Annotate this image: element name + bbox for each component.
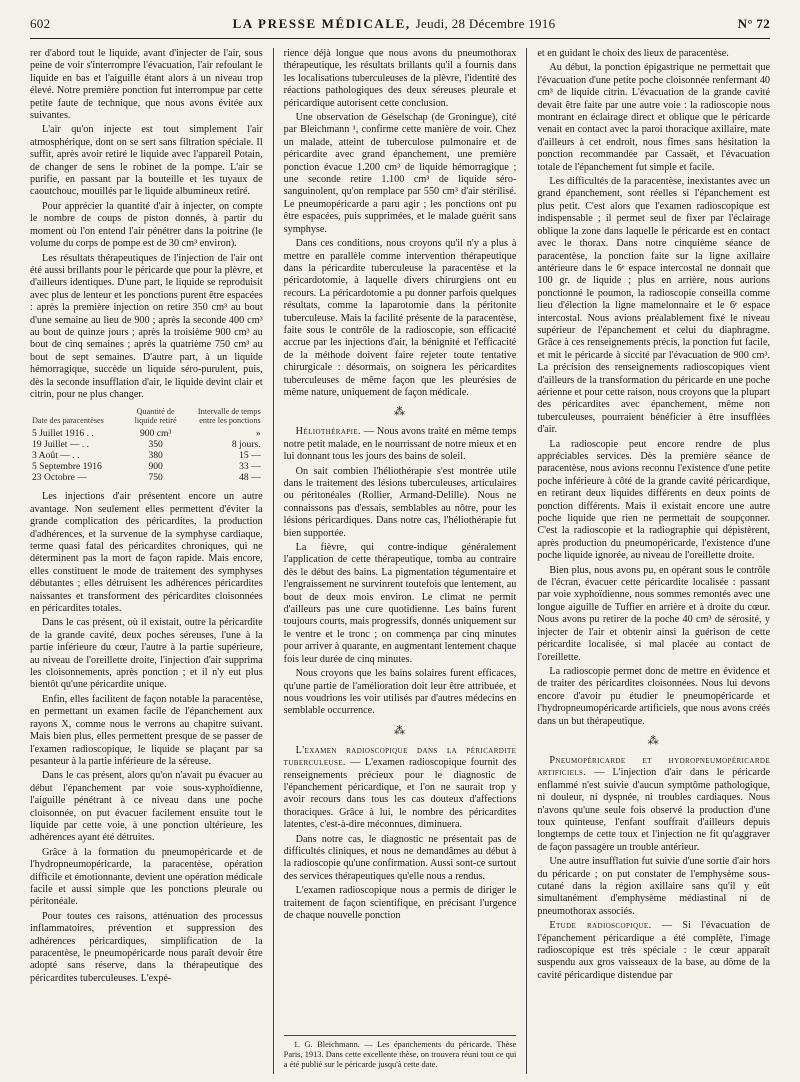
paragraph-text: — L'injection d'air dans le péricarde enflammé n'est suivie d'aucun symptôme pathologique, ni douleur, ni dyspnée, ni troubles cardiaques. Nous n'avons qu'une seule fois observé la production d'une toux quinteuse, l'enfant souffrait d'ailleurs depuis longtemps de cette toux et l'injection ne fit qu'aggraver de façon passagère un trouble antérieur. <box>537 767 771 853</box>
table-cell: 23 Octobre — <box>32 472 87 484</box>
issue-number: N° 72 <box>737 16 770 31</box>
section-separator: ⁂ <box>394 724 406 737</box>
journal-title <box>233 16 556 32</box>
paragraph: Nous croyons que les bains solaires furent efficaces, qu'une partie de l'amélioration doit leur être attribuée, et nous voudrions les voir utilisés par d'autres médecins en semblable occurrence. <box>283 668 517 717</box>
section-title: Etude radioscopique. <box>549 920 652 932</box>
section-separator: ⁂ <box>394 406 406 419</box>
page-number: 602 <box>30 16 51 31</box>
table-header-row <box>30 407 263 428</box>
table-cell: 5 Juillet 1916 . . <box>32 428 94 440</box>
section-radioscopy <box>284 745 517 832</box>
table-cell: 48 — <box>239 472 261 484</box>
paragraph: Les résultats thérapeutiques de l'injection de l'air ont été aussi brillants pour le péricarde que pour la plèvre, et d'ailleurs identiques. D'une part, le liquide se reproduisit avec plus de lenteur et les ponctions purent être espacées : après la première injection on retire 350 cm³ au bout d'une semaine au lieu de 900 ; après la seconde 400 cm³ au bout de quinze jours ; après la troisième 900 cm³ au bout de cinq semaines ; après la quatrième 750 cm³ au bout de sept semaines. D'autre part, à un liquide hémorragique, succède un liquide séro-purulent, puis, dès la seconde insufflation d'air, le liquide devint clair et citrin, pour ne plus changer. <box>30 252 263 400</box>
table-cell: 8 jours. <box>231 439 261 451</box>
table-header: Quantité de liquide retiré <box>134 407 177 426</box>
table-cell: 900 cm³ <box>139 428 172 440</box>
table-cell: 750 <box>148 472 163 484</box>
paragraph: Dans notre cas, le diagnostic ne présentait pas de difficultés cliniques, et nous ne demandâmes au début à la radioscopie qu'une confirmation. Aussi sont-ce surtout des services thérapeutiques qu'elle nous a rendus. <box>283 833 517 882</box>
paragraph: La radioscopie peut encore rendre de plus appréciables services. Dès la première séance de paracentèse, nous avions reconnu l'existence d'une petite poche inférieure à côté de la grande cavité péricardique, en retirant deux liquides différents en deux points de ponction différents. Mais il existait encore une autre poche liquide que rien ne permettait de soupçonner. C'est la radioscopie et la radiographie qui dépistèrent, après production du pneumopéricarde, l'existence d'une poche liquide ignorée, au niveau de l'oreillette droite. <box>537 438 771 562</box>
column-2 <box>273 48 517 1074</box>
paragraph: Dans le cas présent, où il existait, outre la péricardite de la grande cavité, deux poches séreuses, l'une à la partie inférieure du cœur, l'autre à la partie supérieure, au niveau de l'oreillette droite, l'injection d'air supprima les cloisonnements, après ponction ; et il n'y eut plus bientôt qu'une péricardite unique. <box>30 617 263 691</box>
paragraph: La radioscopie permet donc de mettre en évidence et de traiter des péricardites cloisonnées. Nous lui devons encore d'avoir pu étudier le pneumopéricarde et l'hydropneumopéricarde artificiels, que nous avons créés dans un but thérapeutique. <box>537 665 771 727</box>
paragraph: Les difficultés de la paracentèse, inexistantes avec un grand épanchement, sont réelles si l'épanchement est plus petit. C'est alors que l'examen radioscopique est indispensable ; il permet seul de fixer par l'éclairage oblique la zone dans laquelle le péricarde est en contact avec le thorax. Dans notre cinquième séance de paracentèse, la ponction faite sur la ligne axillaire antérieure dans le 6ᵉ espace intercostal ne donnait que 100 gr. de liquide ; plus en arrière, nous aurions ponctionné le poumon, la radioscopie conseilla comme lieu d'élection la ligne mamelonnaire et le 6ᵉ espace intercostal. Nous avions préalablement fixé le niveau supérieur de l'épanchement et celui du diaphragme. Grâce à ces renseignements précis, la ponction fut facile, et mit le péricarde à siccité par l'évacuation de 900 cm³. La précision des renseignements radioscopiques vient d'ailleurs de la transformation du péricarde en une poche aérienne et pour cette raison, nous croyons que la plupart des péricardites avec épanchement, même non tuberculeuses, pourraient bénéficier à être insufflées d'air. <box>537 176 771 436</box>
paragraph: Bien plus, nous avons pu, en opérant sous le contrôle de l'écran, évacuer cette péricardite localisée : passant par voie xyphoïdienne, nous sommes remontés avec une longue aiguille de Tuffier en arrière et à droite du cœur. Nous avons pu retirer de la poche 40 cm³ de sérosité, y injecter de l'air et obtenir ainsi la guérison de cette péricardite localisée, si mal placée au contact de l'oreillette. <box>537 564 771 663</box>
paragraph: Les injections d'air présentent encore un autre avantage. Non seulement elles permettent d'éviter la grande complication des péricardites, la production d'adhérences, et la survenue de la symphyse cardiaque, terme quasi fatal des péricardites chroniques, qui ne déterminent pas la mort de façon rapide. Mais encore, elles constituent le mode de traitement des symphyses débutantes ; elles détruisent les adhérences péricardites naissantes et transforment des péricardites cloisonnées en péricardites totales. <box>30 491 263 615</box>
paragraph-text: — Nous avons traité en même temps notre petit malade, en le nourrissant de notre mieux et en lui donnant tous les jours des bains de soleil. <box>283 426 517 463</box>
section-title: Héliothérapie. <box>295 426 361 438</box>
paragraph: Au début, la ponction épigastrique ne permettait que l'évacuation d'une petite poche cloisonnée renfermant 40 cm³ de liquide citrin. L'évacuation de la grande cavité devait être faite par une autre voie : la radioscopie nous montrant en éclairage direct et oblique que le péricarde venait en contact avec la paroi thoracique axillaire, mate d'ailleurs à cet endroit, nous fîmes sans hésitation la ponction recommandée par Cassaët, et l'évacuation totale de l'épanchement fut simple et facile. <box>537 62 771 173</box>
section-etude <box>537 920 770 982</box>
paragraph: Une observation de Géselschap (de Groningue), cité par Bleichmann ¹, confirme cette manière de voir. Chez un malade, atteint de tuberculose pulmonaire et de péricardite avec grand épanchement, une première ponction évacue 1.200 cm³ de liquide hémorragique ; une seconde retire 1.100 cm³ de liquide séro-sanguinolent, qu'on remplace par 550 cm³ d'air stérilisé. Le pneumopéricarde a paru agir ; les ponctions ont pu être espacées, puis supprimées, et le malade guérit sans symphyse. <box>283 112 517 235</box>
section-heliotherapy <box>284 426 517 463</box>
table-header: Date des paracentèses <box>32 416 104 426</box>
paragraph-text: — Si l'évacuation de l'épanchement péricardique a été complète, l'image radioscopique est très spéciale : le cœur apparaît suspendu aux gros vaisseaux de la base, au dôme de la cavité péricardique distendue par <box>537 920 771 981</box>
table-cell: 19 Juillet — . . <box>32 439 90 451</box>
table-row <box>30 428 263 439</box>
column-1 <box>30 48 263 1074</box>
paragraph: La fièvre, qui contre-indique généralement l'application de cette thérapeutique, tomba au contraire dès le début des bains. La pigmentation tégumentaire et l'engraissement ne survinrent toutefois que lentement, au bout de deux mois environ. Le climat ne permit d'ailleurs pas une cure quotidienne. Les bains furent toujours courts, mais progressifs, donnés uniquement sur le ventre et le tronc ; on commença par cinq minutes pour arriver à quarante, en augmentant lentement chaque fois leur durée de cinq minutes. <box>283 542 517 665</box>
table-row <box>30 472 263 483</box>
section-separator: ⁂ <box>647 734 660 747</box>
table-cell: 3 Août — . . <box>32 450 80 462</box>
paracentesis-table <box>30 407 263 483</box>
table-header: Intervalle de temps entre les ponctions <box>197 407 261 426</box>
journal-name: LA PRESSE MÉDICALE, <box>232 16 411 31</box>
paragraph: Enfin, elles facilitent de façon notable la paracentèse, en permettant un examen facile de l'épanchement aux rayons X, comme nous le verrons au chapitre suivant. Mais bien plus, elles permettent presque de se passer de l'examen radioscopique, le liquide se plaçant par sa pesanteur à la partie inférieure de la séreuse. <box>30 693 263 767</box>
article-columns <box>30 48 770 1074</box>
table-cell: 5 Septembre 1916 <box>32 461 102 473</box>
paragraph: Dans le cas présent, alors qu'on n'avait pu évacuer au début l'épanchement par voie sous-xyphoïdienne, l'aiguille pénétrant à ce niveau dans une poche cloisonnée, on put évacuer facilement ensuite tout le liquide par cette voie, à une ponction ultérieure, les adhérences ayant été détruites. <box>30 770 263 844</box>
paragraph: Pour apprécier la quantité d'air à injecter, on compte le nombre de coups de piston donnés, à partir du moment où l'on entend l'air pénétrer dans la poitrine (le volume du corps de pompe est de 30 cm³ environ). <box>30 200 263 250</box>
paragraph: On sait combien l'héliothérapie s'est montrée utile dans le traitement des lésions tuberculeuses, articulaires ou péritonéales (Rollier, Armand-Delille). Nous ne connaissons pas d'essais, semblables au nôtre, pour les lésions péricardiques. Dans notre cas, l'héliothérapie fut bien supportée. <box>283 465 517 539</box>
table-cell: 900 <box>148 461 163 473</box>
paragraph-text: — L'examen radioscopique fournit des renseignements précieux pour le diagnostic de l'épanchement péricardique, et l'on ne saurait trop y avoir recours dans tous les cas douteux d'affections thoraciques. Grâce à lui, le nombre des péricardites latentes, c'est-à-dire méconnues, diminuera. <box>283 757 517 831</box>
section-title: Pneumopéricarde et hydropneumopéricarde artificiels. <box>537 754 771 779</box>
paragraph: Pour toutes ces raisons, atténuation des processus inflammatoires, prévention et suppression des adhérences péricardiques, simplification de la paracentèse, le pneumopéricarde nous paraît devoir être adopté sans réserve, dans la thérapeutique des péricardites tuberculeuses. L'expé- <box>30 910 263 984</box>
paragraph: rience déjà longue que nous avons du pneumothorax thérapeutique, les résultats brillants qu'il a fournis dans les localisations tuberculeuses de la plèvre, l'identité des réactions pathologiques des deux séreuses pleurale et péricardique autorisent cette conclusion. <box>283 48 517 109</box>
table-row <box>30 461 263 472</box>
paragraph: rer d'abord tout le liquide, avant d'injecter de l'air, sous peine de voir s'interrompre l'évacuation, l'air refoulant le liquide en bas et l'aiguille étant alors à un niveau trop élevé. Notre première ponction fut interrompue par cette petite faute de technique, que nous avons évitée aux suivantes. <box>30 48 263 122</box>
section-title: L'examen radioscopique dans la péricardite tuberculeuse. <box>283 744 517 769</box>
paragraph: L'air qu'on injecte est tout simplement l'air atmosphérique, dont on se sert sans filtration spéciale. Il suffit, après avoir retiré le liquide avec l'appareil Potain, de changer de sens le robinet de la pompe. L'air se purifie, en passant par la bouteille et les tuyaux de caoutchouc, mouillés par le liquide albumineux retiré. <box>30 124 263 198</box>
paragraph: et en guidant le choix des lieux de paracentèse. <box>537 48 729 59</box>
paragraph: Grâce à la formation du pneumopéricarde et de l'hydropneumopéricarde, la paracentèse, opération difficile et émotionnante, devient une opération médicale facile et aussi simple que les ponctions pleurale ou péritonéale. <box>30 846 263 908</box>
table-row <box>30 439 263 450</box>
paragraph: L'examen radioscopique nous a permis de diriger le traitement de façon scientifique, en précisant l'urgence de chaque nouvelle ponction <box>283 885 517 921</box>
issue-date: Jeudi, 28 Décembre 1916 <box>415 16 556 31</box>
footnote: 1. G. Bleichmann. — Les épanchements du péricarde. Thèse Paris, 1913. Dans cette excellente thèse, on trouvera réuni tout ce qui a été publié sur le péricarde jusqu'à cette date. <box>284 1035 517 1070</box>
table-cell: » <box>255 428 261 440</box>
paragraph: Une autre insufflation fut suivie d'une sortie d'air hors du péricarde ; on put constater de l'emphysème sous-cutané dans la région axillaire sans qu'il y eût simultanément d'emphysème médiastinal ni de pneumothorax associés. <box>537 856 771 917</box>
section-pneumopericarde <box>537 755 770 854</box>
table-row <box>30 450 263 461</box>
table-cell: 350 <box>148 439 163 451</box>
page-header <box>30 16 770 39</box>
table-cell: 380 <box>148 450 163 462</box>
table-cell: 33 — <box>239 461 261 473</box>
column-3 <box>526 48 770 1074</box>
paragraph: Dans ces conditions, nous croyons qu'il n'y a plus à mettre en parallèle comme intervention thérapeutique dans la péricardite tuberculeuse la paracentèse et la péricardotomie, à laquelle divers chirurgiens ont eu recours. La péricardotomie a pu donner parfois quelques résultats, comme la laparotomie dans la péritonite tuberculeuse. Mais la facilité présente de la paracentèse, faite sous le contrôle de la radioscopie, son efficacité accrue par les injections d'air, la bénignité et l'efficacité de la méthode doivent faire rejeter toute tentative chirurgicale : désormais, on soignera les péricardites tuberculeuses de même façon que les pleurésies de même nature, uniquement de façon médicale. <box>283 238 517 398</box>
table-cell: 15 — <box>239 450 261 462</box>
